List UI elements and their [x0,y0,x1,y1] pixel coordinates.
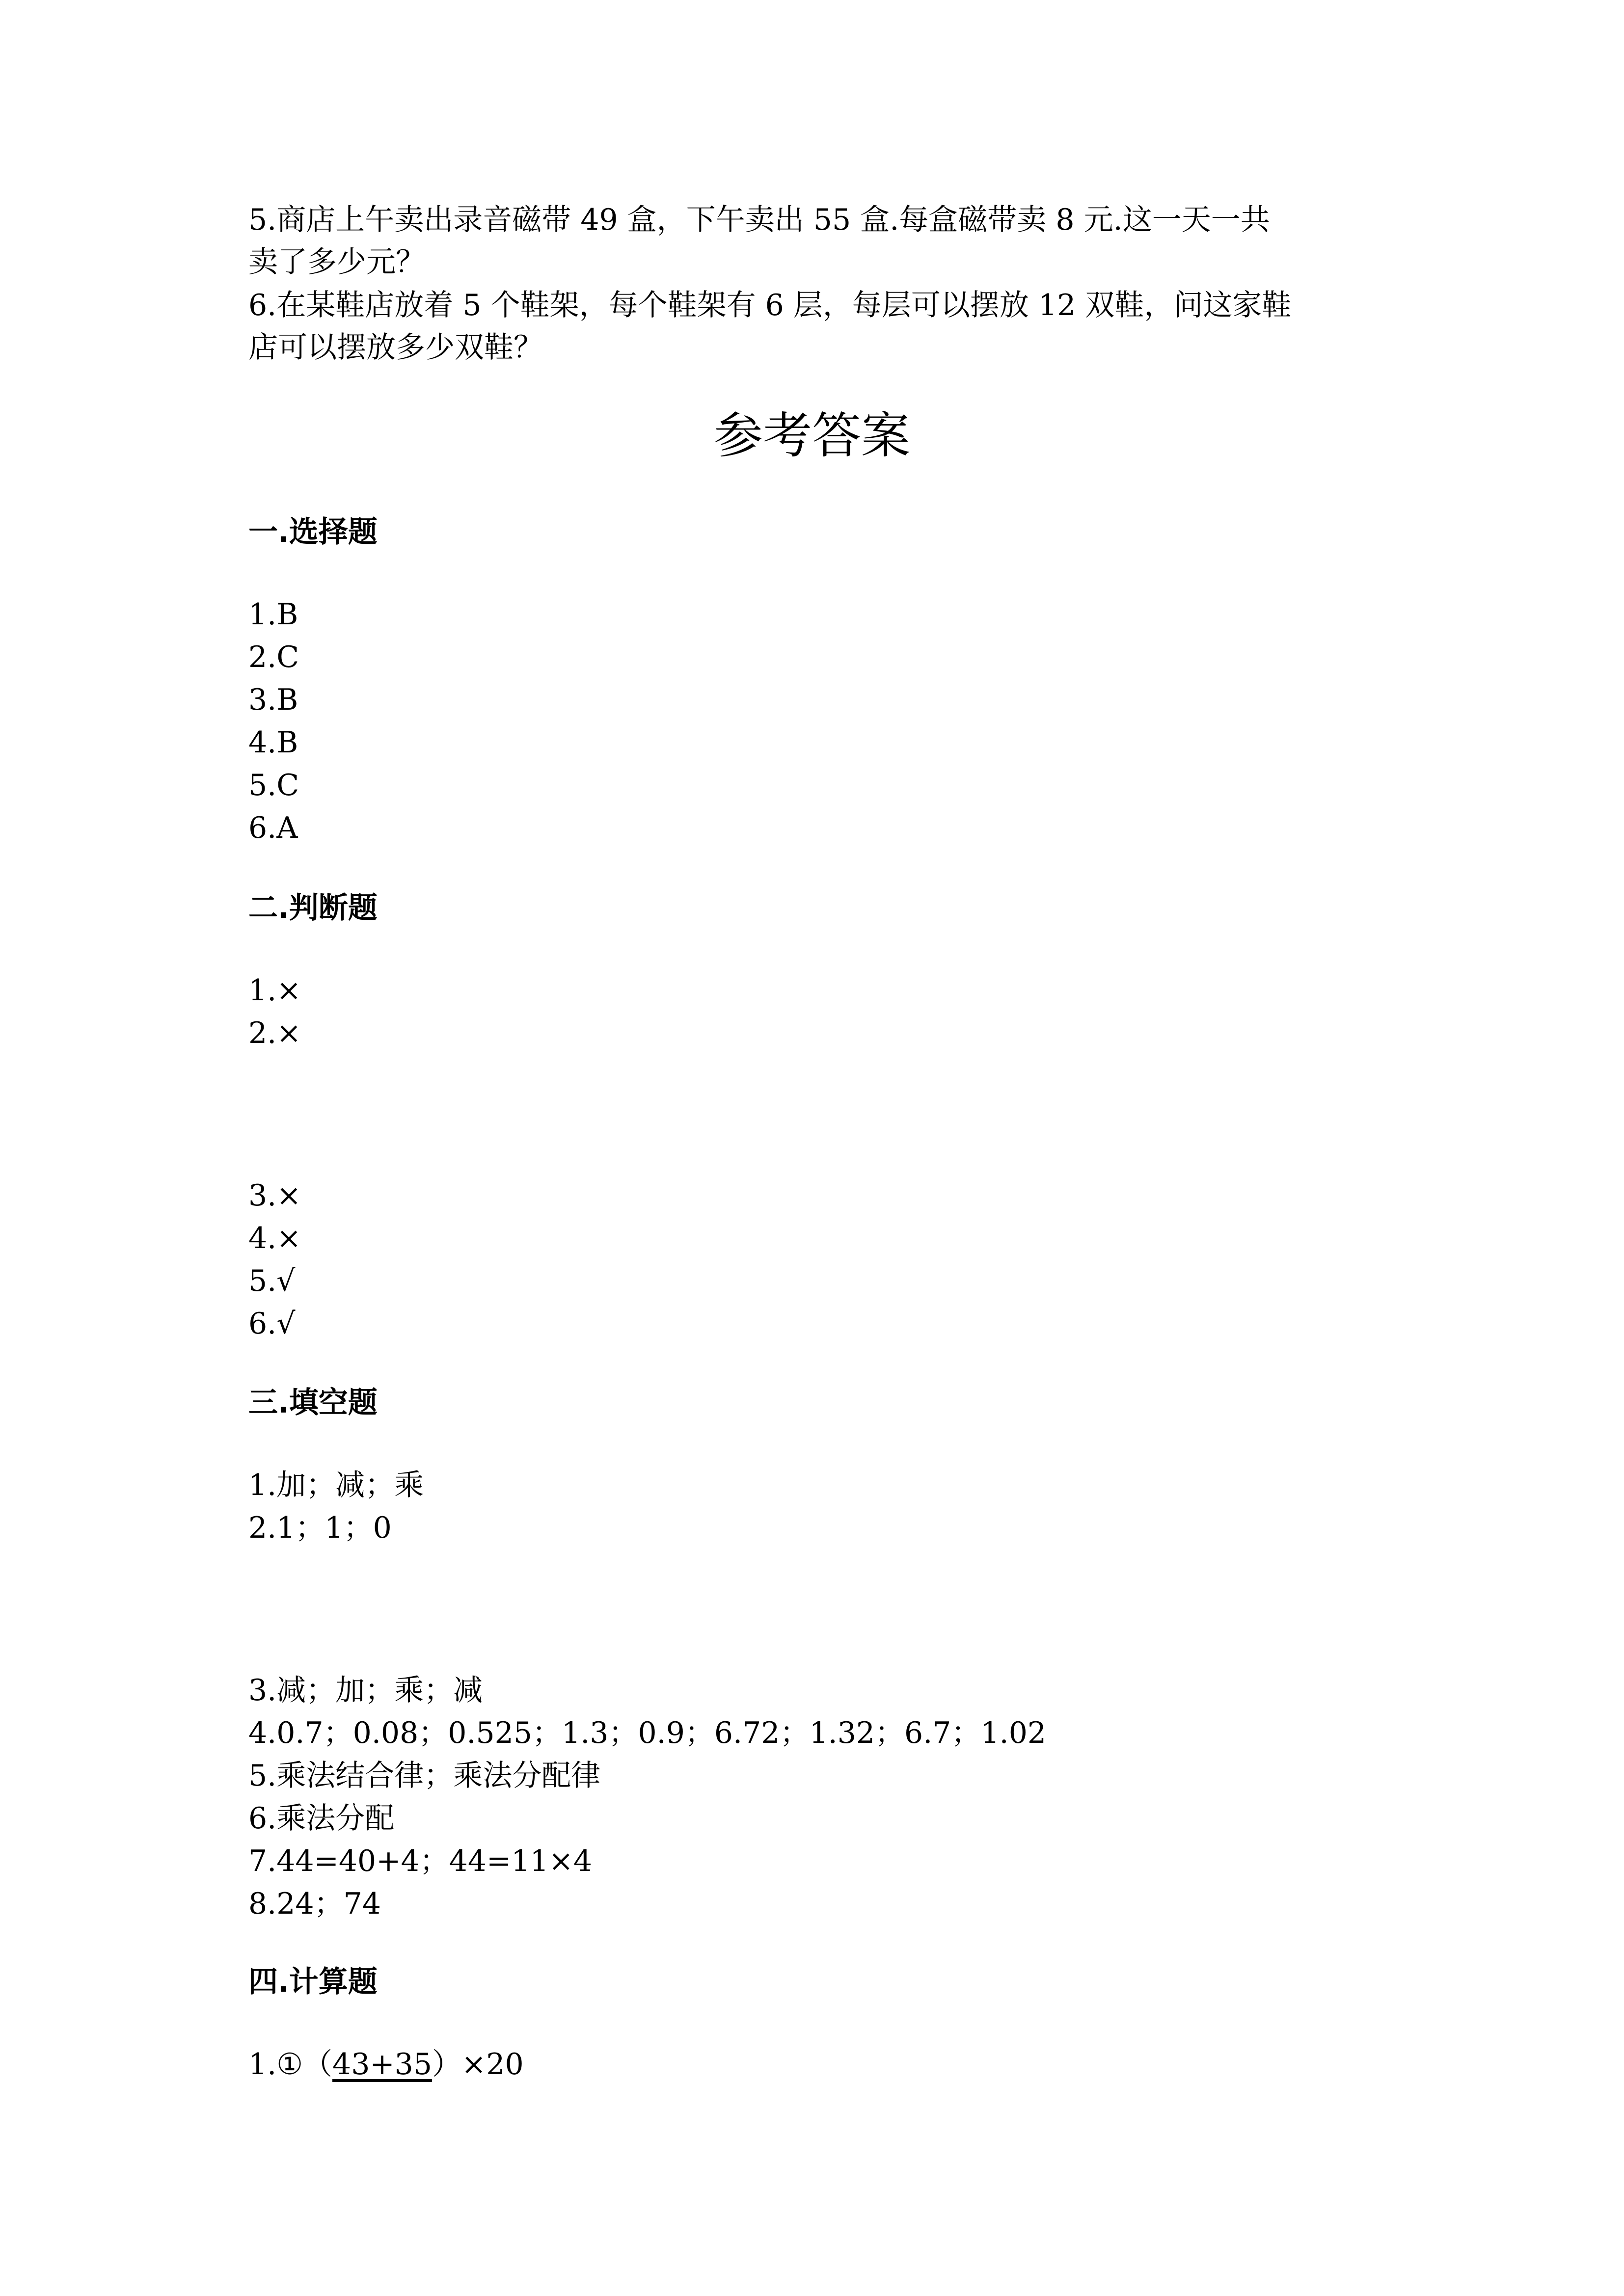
fill-answer-6: 6.乘法分配 [248,1801,395,1836]
calc-answer-1 [248,2043,524,2086]
calc-answer-1-suffix: ）×20 [432,2047,524,2082]
calc-answer-1-prefix: 1.①（ [248,2047,333,2082]
choice-answer-4: 4.B [248,725,298,760]
fill-answer-1: 1.加；减；乘 [248,1468,424,1502]
question-5-line-1: 5.商店上午卖出录音磁带 49 盒，下午卖出 55 盒.每盒磁带卖 8 元.这一天一共 [248,203,1270,237]
fill-answer-2: 2.1；1；0 [248,1511,392,1545]
judge-answer-4: 4.× [248,1221,301,1255]
choice-answer-3: 3.B [248,683,298,717]
answer-title: 参考答案 [714,407,910,464]
question-5-line-2: 卖了多少元？ [248,245,425,279]
fill-answer-4: 4.0.7；0.08；0.525；1.3；0.9；6.72；1.32；6.7；1.02 [248,1716,1047,1750]
section-heading-judge: 二.判断题 [248,891,378,925]
choice-answer-6: 6.A [248,811,298,845]
judge-answer-2: 2.× [248,1016,301,1050]
judge-answer-6: 6.√ [248,1307,296,1341]
choice-answer-5: 5.C [248,768,299,802]
fill-answer-5: 5.乘法结合律；乘法分配律 [248,1759,601,1793]
judge-answer-3: 3.× [248,1178,301,1213]
judge-answer-5: 5.√ [248,1264,296,1298]
choice-answer-2: 2.C [248,640,299,674]
section-heading-calc: 四.计算题 [248,1965,378,1999]
question-6-line-2: 店可以摆放多少双鞋？ [248,330,543,365]
section-heading-fill: 三.填空题 [248,1386,378,1420]
fill-answer-8: 8.24；74 [248,1887,381,1921]
judge-answer-1: 1.× [248,973,301,1008]
choice-answer-1: 1.B [248,597,298,632]
calc-answer-1-underlined: 43+35 [332,2047,433,2082]
fill-answer-7: 7.44=40+4；44=11×4 [248,1844,593,1878]
question-6-line-1: 6.在某鞋店放着 5 个鞋架，每个鞋架有 6 层，每层可以摆放 12 双鞋，问这家鞋 [248,288,1292,322]
section-heading-choice: 一.选择题 [248,515,378,549]
fill-answer-3: 3.减；加；乘；减 [248,1673,483,1708]
